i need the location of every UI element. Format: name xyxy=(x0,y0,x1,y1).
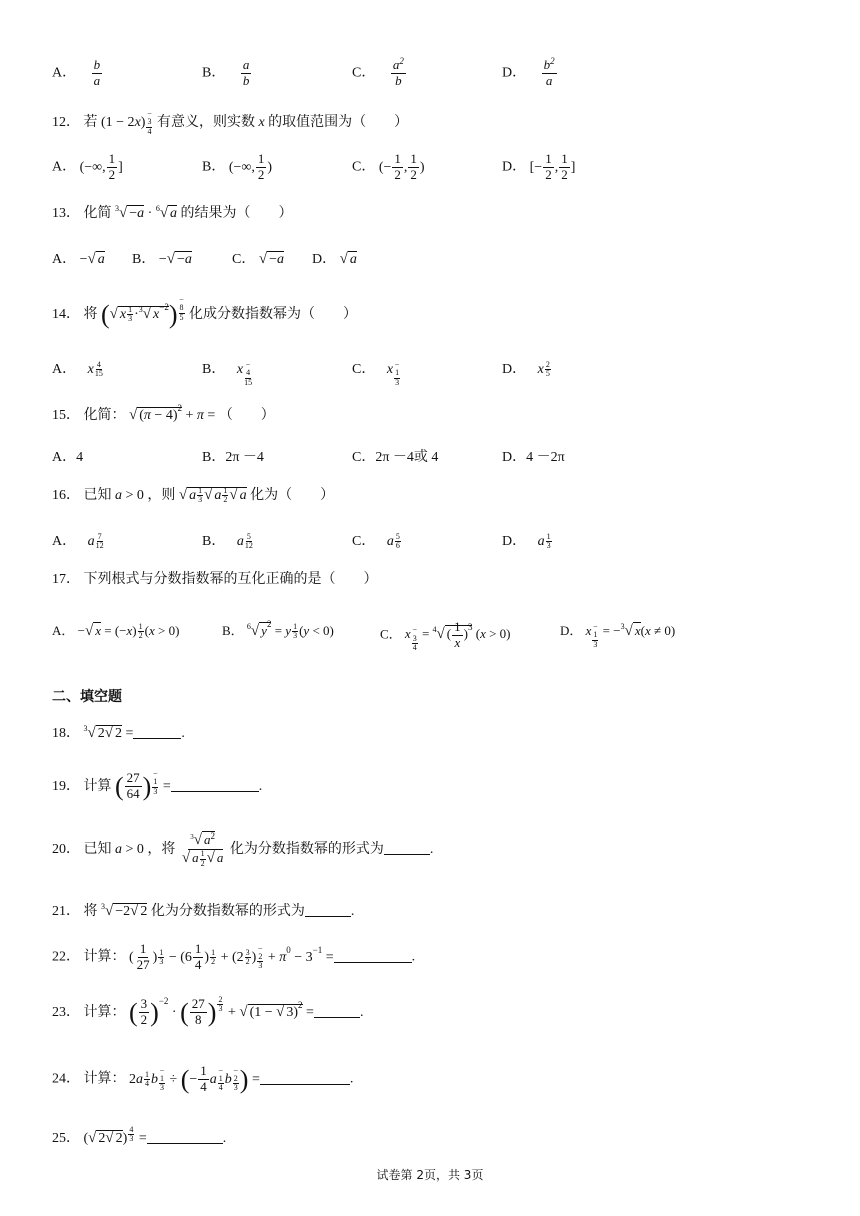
answer-blank[interactable] xyxy=(147,1143,223,1144)
question-text: 化简： xyxy=(83,408,126,423)
q12-option-d xyxy=(502,152,575,183)
question-18: 18． $^3$√ 2√ 2 = . xyxy=(52,724,185,741)
formula: (√ x $\frac{1}{3}$ ·$^3$√ $x^{-2})-$ 8 5 xyxy=(101,295,184,329)
formula: ( $\frac{1}{27}$ ) $\frac{1}{3}$ − (6 $\frac{1}{4}$ ) $\frac{1}{2}$ + (2 $\frac{3}{2}$ )− 2 3 + $\pi^0 - 3^{-1}$ = xyxy=(129,941,334,972)
q13-option-a xyxy=(52,248,105,268)
formula: x − 3 4 = $^4$√ ( $\frac{1}{x}$ )$^3$ (x > 0) xyxy=(404,619,511,653)
fraction: $\frac{b}{a}$ xyxy=(93,57,101,88)
q14-option-d xyxy=(502,358,552,379)
q17-option-c xyxy=(380,620,511,653)
option-label: B． xyxy=(202,450,226,465)
question-20: 20． 已知 a > 0 ，将 $^3$√ $a^2$ √ a $\frac{1}{2}$ √ a 化为分数指数幂的形式为 . xyxy=(52,831,434,868)
formula: (1 − 2x)− 3 4 xyxy=(101,109,152,136)
option-label: A． xyxy=(52,159,77,175)
formula: √ $(\pi - 4)^2 + \pi$ = xyxy=(129,403,216,423)
q12-option-b xyxy=(202,152,272,183)
option-label: D． xyxy=(502,534,527,549)
q12-option-a xyxy=(52,152,123,183)
question-text: 化为分数指数幂的形式为 xyxy=(150,904,305,919)
formula: −√ x = (−x) $\frac{1}{2}$ (x > 0) xyxy=(77,622,180,641)
q15-option-b xyxy=(202,446,264,466)
question-text: 计算： xyxy=(83,1005,126,1020)
answer-blank[interactable] xyxy=(314,1017,360,1018)
formula: [− $\frac{1}{2}$ , $\frac{1}{2}$ ] xyxy=(529,151,576,182)
question-text: 化为分数指数幂的形式为 xyxy=(229,842,384,858)
answer-blank[interactable] xyxy=(260,1084,350,1085)
question-text: 已知 xyxy=(83,488,112,503)
option-label: C． xyxy=(232,252,256,267)
formula: x − 1 3 xyxy=(386,360,400,387)
formula: ( $\frac{3}{2}$ )$^{-2}$ · ( $\frac{27}{8}$ ) $\frac{2}{3}$ + √ (1 − √ 3)$^2$ = xyxy=(129,995,314,1028)
option-label: D． xyxy=(560,623,583,638)
fraction: $\frac{a^2}{b}$ xyxy=(392,56,404,88)
formula: x − 1 3 = −$^3$√ x(x ≠ 0) xyxy=(585,622,676,649)
q16-option-b xyxy=(202,530,254,551)
formula: √ a $\frac{1}{3}$ √ a $\frac{1}{2}$ √ a xyxy=(178,486,247,505)
question-text: 将 xyxy=(83,307,98,322)
q16-option-c xyxy=(352,530,402,551)
question-number: 21． xyxy=(52,904,80,919)
formula: −√ a xyxy=(79,251,105,267)
question-text: 的取值范围为（ ） xyxy=(268,115,409,130)
option-label: A． xyxy=(52,362,77,377)
answer-blank[interactable] xyxy=(305,916,351,917)
option-label: B． xyxy=(222,623,244,638)
question-text: 的结果为（ ） xyxy=(180,206,293,221)
question-number: 16． xyxy=(52,488,80,503)
question-17 xyxy=(52,568,378,588)
answer-blank[interactable] xyxy=(384,854,430,855)
question-number: 19． xyxy=(52,779,80,794)
option-label: A． xyxy=(52,252,77,267)
option-label: A． xyxy=(52,534,77,549)
q11-option-c xyxy=(352,58,407,89)
q16-option-d xyxy=(502,530,553,551)
q14-option-c xyxy=(352,358,401,387)
formula: √ a xyxy=(339,251,357,267)
option-label: A． xyxy=(52,450,77,465)
section-title: 二、填空题 xyxy=(52,689,122,705)
option-text: 4 xyxy=(76,450,84,465)
option-label: B． xyxy=(202,362,226,377)
page-footer: 试卷第 2页，共 3页 xyxy=(376,1168,484,1182)
question-number: 20． xyxy=(52,842,80,858)
question-text: （ ） xyxy=(218,408,275,423)
question-text: 化为（ ） xyxy=(250,488,335,503)
q15-option-a xyxy=(52,446,83,466)
formula: a $\frac{1}{3}$ xyxy=(537,532,551,551)
question-number: 15． xyxy=(52,408,80,423)
formula: (−∞, $\frac{1}{2}$ ] xyxy=(79,151,123,182)
formula: 2a $\frac{1}{4}$ b− 1 3 ÷ (− $\frac{1}{4}$ a− 1 4 b− 2 3 ) = xyxy=(129,1063,260,1094)
q17-option-d xyxy=(560,620,675,649)
q17-option-b xyxy=(222,620,334,641)
option-label: D． xyxy=(502,450,527,465)
question-text: 计算 xyxy=(83,779,112,794)
q11-option-d xyxy=(502,58,558,89)
question-text: 下列根式与分数指数幂的互化正确的是（ ） xyxy=(83,572,378,587)
question-number: 12． xyxy=(52,115,80,130)
q11-option-a xyxy=(52,58,103,89)
option-label: B． xyxy=(202,65,226,81)
option-label: D． xyxy=(502,65,527,81)
q13-option-c xyxy=(232,248,284,268)
question-text: 化成分数指数幂为（ ） xyxy=(189,307,357,322)
q14-option-b xyxy=(202,358,253,387)
option-label: C． xyxy=(380,626,402,642)
formula: x $\frac{2}{5}$ xyxy=(537,360,550,379)
q17-option-a xyxy=(52,620,179,641)
option-label: C． xyxy=(352,362,376,377)
formula: $^3$√ 2√ 2 = xyxy=(83,724,134,741)
option-label: B． xyxy=(202,534,226,549)
formula: $^6$√ $y^2 = y$ $\frac{1}{3}$ (y < 0) xyxy=(246,619,334,641)
question-number: 23． xyxy=(52,1005,80,1020)
formula: a $\frac{5}{12}$ xyxy=(236,532,253,551)
formula: (√ 2√ 2) $\frac{4}{3}$ = xyxy=(83,1125,147,1146)
formula: $^3$√ −2√ 2 xyxy=(101,902,148,919)
q11-option-b xyxy=(202,58,252,89)
question-number: 14． xyxy=(52,307,80,322)
question-number: 25． xyxy=(52,1131,80,1146)
question-text: 若 xyxy=(83,115,98,130)
question-text: 已知 xyxy=(83,842,112,858)
question-19: 19． 计算 ( $\frac{27}{64}$ ) − 1 3 = . xyxy=(52,769,263,802)
q15-option-d xyxy=(502,446,565,466)
question-text: ，将 xyxy=(147,842,176,858)
formula: x − 4 15 xyxy=(236,360,253,387)
formula: a $\frac{7}{12}$ xyxy=(87,532,104,551)
formula: a $\frac{5}{6}$ xyxy=(386,532,400,551)
question-21: 21． 将 $^3$√ −2√ 2 化为分数指数幂的形式为 . xyxy=(52,902,355,919)
question-text: 化简 xyxy=(83,206,112,221)
fraction: $\frac{b^2}{a}$ xyxy=(543,56,555,88)
option-label: C． xyxy=(352,534,376,549)
variable: x xyxy=(258,115,265,130)
option-text: 2π －4或 4 xyxy=(375,450,439,465)
option-label: B． xyxy=(202,159,226,175)
question-24: 24． 计算： 2a $\frac{1}{4}$ b− 1 3 ÷ (− $\frac{1}{4}$ a− 1 4 b− 2 3 ) = . xyxy=(52,1063,354,1094)
answer-blank[interactable] xyxy=(334,962,412,963)
q15-option-c xyxy=(352,446,438,466)
question-25: 25． (√ 2√ 2) $\frac{4}{3}$ = . xyxy=(52,1125,227,1146)
question-number: 18． xyxy=(52,726,80,741)
formula: $^3$√ −a · $^6$√ a xyxy=(115,204,178,221)
option-text: 2π －4 xyxy=(225,450,264,465)
q16-option-a xyxy=(52,530,105,551)
option-label: C． xyxy=(352,450,376,465)
option-label: D． xyxy=(502,362,527,377)
question-number: 24． xyxy=(52,1071,80,1087)
question-15 xyxy=(52,404,275,424)
option-label: C． xyxy=(352,65,376,81)
question-23: 23． 计算： ( $\frac{3}{2}$ )$^{-2}$ · ( $\frac{27}{8}$ ) $\frac{2}{3}$ + √ (1 − √ 3)$^2$ = . xyxy=(52,995,364,1028)
question-16 xyxy=(52,484,334,505)
q14-option-a xyxy=(52,358,104,379)
q12-option-c xyxy=(352,152,425,183)
option-label: B． xyxy=(132,252,156,267)
q13-option-d xyxy=(312,248,357,268)
fraction: $\frac{a}{b}$ xyxy=(242,57,250,88)
question-number: 17． xyxy=(52,572,80,587)
formula: ( $\frac{27}{64}$ ) − 1 3 = xyxy=(115,769,171,802)
question-text: ，则 xyxy=(147,488,176,503)
formula: (−∞, $\frac{1}{2}$ ) xyxy=(228,151,273,182)
formula: √ −a xyxy=(258,251,284,267)
question-22: 22． 计算： ( $\frac{1}{27}$ ) $\frac{1}{3}$ − (6 $\frac{1}{4}$ ) $\frac{1}{2}$ + (2 $\frac{3}{2}$ )− 2 3 + $\pi^0 - 3^{-1}$ = . xyxy=(52,941,416,972)
formula: a > 0 xyxy=(115,488,144,503)
answer-blank[interactable] xyxy=(171,791,259,792)
formula: $^3$√ $a^2$ √ a $\frac{1}{2}$ √ a xyxy=(181,831,224,868)
option-label: C． xyxy=(352,159,376,175)
formula: a > 0 xyxy=(115,842,144,858)
question-text: 计算： xyxy=(83,1071,126,1087)
option-label: A． xyxy=(52,623,75,638)
question-text: 将 xyxy=(83,904,98,919)
q13-option-b xyxy=(132,248,192,268)
formula: x $\frac{4}{15}$ xyxy=(87,360,103,379)
question-14 xyxy=(52,296,357,330)
option-text: 4 －2π xyxy=(526,450,565,465)
question-number: 13． xyxy=(52,206,80,221)
option-label: D． xyxy=(312,252,337,267)
formula: −√ −a xyxy=(158,251,192,267)
option-label: D． xyxy=(502,159,527,175)
formula: (− $\frac{1}{2}$ , $\frac{1}{2}$ ) xyxy=(378,151,425,182)
option-label: A． xyxy=(52,65,77,81)
question-number: 22． xyxy=(52,949,80,965)
question-text: 计算： xyxy=(83,949,126,965)
question-text: 有意义，则实数 xyxy=(156,115,255,130)
question-13 xyxy=(52,202,293,222)
question-12 xyxy=(52,110,408,136)
answer-blank[interactable] xyxy=(133,738,181,739)
